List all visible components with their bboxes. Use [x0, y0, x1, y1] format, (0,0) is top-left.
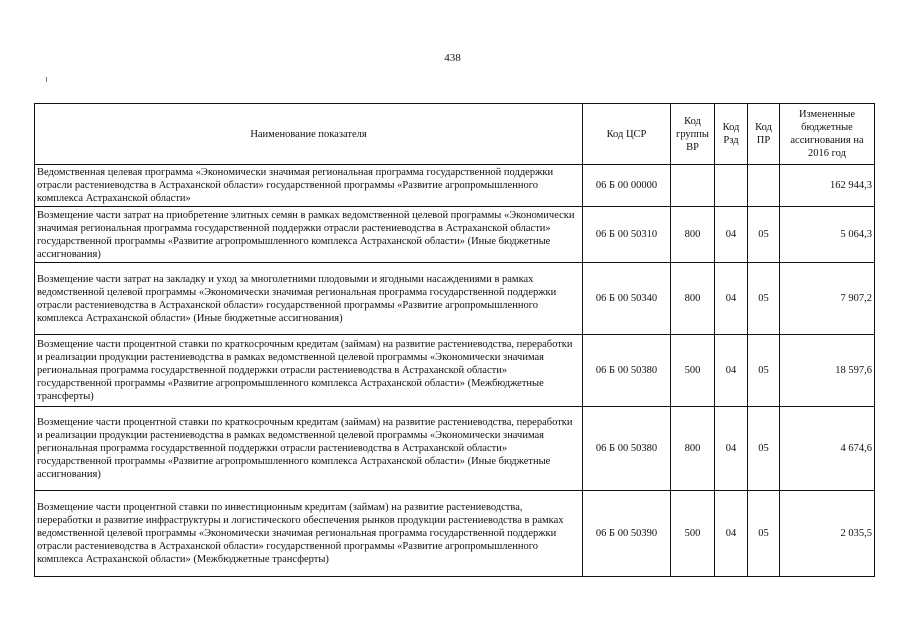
row-pr: 05 [748, 407, 780, 491]
header-name: Наименование показателя [35, 104, 583, 165]
row-rzd: 04 [715, 207, 748, 263]
row-amount: 4 674,6 [780, 407, 875, 491]
header-amount: Измененные бюджетные ассигнования на 2016 год [780, 104, 875, 165]
row-name: Ведомственная целевая программа «Экономически значимая региональная программа государственной поддержки отрасли растениеводства в Астраханской области» государственной программы «Развитие агропромышленного комплекса Астраханской области» [35, 165, 583, 207]
row-csr: 06 Б 00 50380 [583, 407, 671, 491]
row-name: Возмещение части процентной ставки по инвестиционным кредитам (займам) на развитие растениеводства, переработки и развитие инфраструктуры и логистического обеспечения рынков продукции растениеводства в рамках ведомственной целевой программы «Экономически значимая региональная программа государственной поддержки отрасли растениеводства в Астраханской области» государственной программы «Развитие агропромышленного комплекса Астраханской области» (Межбюджетные трансферты) [35, 491, 583, 577]
row-pr: 05 [748, 263, 780, 335]
row-amount: 7 907,2 [780, 263, 875, 335]
row-name: Возмещение части затрат на приобретение элитных семян в рамках ведомственной целевой программы «Экономически значимая региональная программа государственной поддержки отрасли растениеводства в Астраханской области» государственной программы «Развитие агропромышленного комплекса Астраханской области» (Иные бюджетные ассигнования) [35, 207, 583, 263]
row-vr: 500 [671, 491, 715, 577]
row-vr: 800 [671, 263, 715, 335]
row-name: Возмещение части затрат на закладку и уход за многолетними плодовыми и ягодными насаждениями в рамках ведомственной целевой программы «Экономически значимая региональная программа государственной поддержки отрасли растениеводства в Астраханской области» государственной программы «Развитие агропромышленного комплекса Астраханской области» (Иные бюджетные ассигнования) [35, 263, 583, 335]
row-csr: 06 Б 00 00000 [583, 165, 671, 207]
row-pr: 05 [748, 491, 780, 577]
row-name: Возмещение части процентной ставки по краткосрочным кредитам (займам) на развитие растениеводства, переработки и реализации продукции растениеводства в рамках ведомственной целевой программы «Экономически значимая региональная программа государственной поддержки отрасли растениеводства в Астраханской области» государственной программы «Развитие агропромышленного комплекса Астраханской области» (Межбюджетные трансферты) [35, 335, 583, 407]
row-pr: 05 [748, 207, 780, 263]
row-rzd: 04 [715, 335, 748, 407]
table-row [35, 491, 875, 577]
table-row [35, 407, 875, 491]
header-row [35, 104, 875, 165]
row-pr [748, 165, 780, 207]
header-pr: Код ПР [748, 104, 780, 165]
row-amount: 18 597,6 [780, 335, 875, 407]
header-rzd: Код Рзд [715, 104, 748, 165]
row-csr: 06 Б 00 50380 [583, 335, 671, 407]
row-amount: 162 944,3 [780, 165, 875, 207]
budget-table [34, 103, 875, 577]
page-number: 438 [444, 52, 461, 64]
row-csr: 06 Б 00 50340 [583, 263, 671, 335]
scan-mark [46, 77, 47, 82]
row-rzd: 04 [715, 407, 748, 491]
row-amount: 2 035,5 [780, 491, 875, 577]
row-vr: 800 [671, 407, 715, 491]
row-rzd: 04 [715, 263, 748, 335]
row-amount: 5 064,3 [780, 207, 875, 263]
row-pr: 05 [748, 335, 780, 407]
header-csr: Код ЦСР [583, 104, 671, 165]
header-vr: Код группы ВР [671, 104, 715, 165]
table-row [35, 335, 875, 407]
row-rzd [715, 165, 748, 207]
row-csr: 06 Б 00 50390 [583, 491, 671, 577]
table-row [35, 165, 875, 207]
table-row [35, 263, 875, 335]
row-vr: 500 [671, 335, 715, 407]
row-vr: 800 [671, 207, 715, 263]
table-row [35, 207, 875, 263]
row-name: Возмещение части процентной ставки по краткосрочным кредитам (займам) на развитие растениеводства, переработки и реализации продукции растениеводства в рамках ведомственной целевой программы «Экономически значимая региональная программа государственной поддержки отрасли растениеводства в Астраханской области» государственной программы «Развитие агропромышленного комплекса Астраханской области» (Иные бюджетные ассигнования) [35, 407, 583, 491]
row-vr [671, 165, 715, 207]
row-csr: 06 Б 00 50310 [583, 207, 671, 263]
row-rzd: 04 [715, 491, 748, 577]
